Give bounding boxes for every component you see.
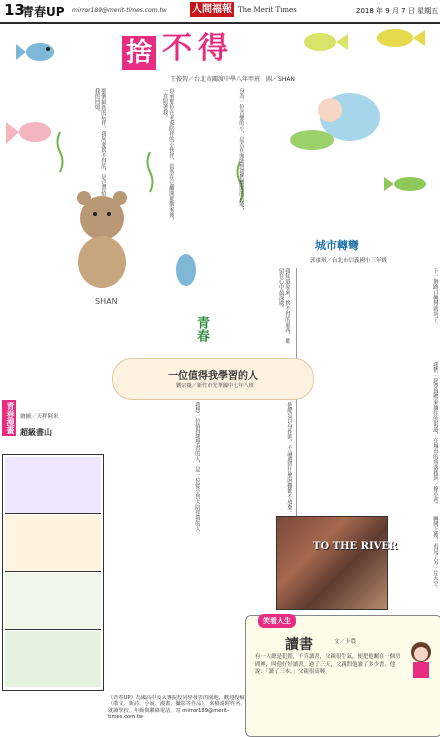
- reading-author: 文／卡農: [334, 639, 357, 645]
- swimming-child-illustration: [290, 93, 380, 150]
- feature-title-char-3: 得: [198, 31, 228, 66]
- feature-text-column: 那個最初的玩伴，我所要捨不得的，是它帶給我的回憶。: [93, 88, 106, 196]
- illustration-signature: SHAN: [95, 297, 118, 306]
- feature-byline: 王俊智／台北市關渡中學八年甲班 圖／SHAN: [170, 76, 295, 83]
- issue-date: 2018 年 9 月 7 日 星期五: [356, 7, 439, 15]
- comic-credit: 繪圖／天秤阿米: [20, 414, 59, 420]
- comic-panel: [5, 515, 101, 572]
- qingchun-text-column: 我想一位值得我學習的人，是一位從小到大陪伴我的人。: [194, 402, 200, 537]
- yellow-fish-icon: [377, 29, 425, 47]
- page-number: 13: [4, 1, 25, 19]
- comic-title: 超級書山: [20, 428, 52, 437]
- comic-panel: [5, 573, 101, 630]
- city-text-column: 下一個路口轉彎就到了。: [432, 268, 438, 328]
- reading-body: 有一人總是犯錯，不肯讀書，父親很生氣，便把他關在一個房間裡，叫他好好讀書。過了三天，父親問他讀了多少書，他說：「讀了三本。」父親很高興。: [255, 654, 401, 676]
- feature-title-char-1: 捨: [122, 36, 156, 70]
- alley-photo: [276, 516, 388, 610]
- qingchun-article-byline: 劉宗捷／新竹市光華國中七年八班: [176, 383, 254, 389]
- girl-illustration: [406, 640, 436, 680]
- green-fish-icon: [304, 33, 348, 51]
- city-article-title: 城市轉彎: [315, 239, 359, 252]
- submission-notice: 《青春UP》為國高中及大專院校同學發表的園地，歡迎投稿（散文、新詩、小說、漫畫、攝影等作品），來稿請附姓名、就讀學校、年級與聯絡電話，寄 mirror189@merit-times.com.tw: [108, 695, 246, 721]
- feature-text-column: 身為一位音樂的小，是否在面臨到我們離開的可能？: [238, 88, 244, 213]
- section-email[interactable]: mirror189@merit-times.com.tw: [72, 7, 167, 14]
- newspaper-logo: 人間福報: [192, 4, 232, 15]
- newspaper-logo-en: The Merit Times: [238, 6, 297, 14]
- feature-text-column: 我知道原來，捨不得的東西，都留在心中最深處。: [277, 268, 290, 344]
- city-article-byline: 郭彥琪／台北市信義國小三年級: [310, 258, 388, 264]
- qingchun-text-column: 他總是以身作則，不論遇到什麼困難都不放棄。: [286, 402, 292, 516]
- section-title: 青春UP: [22, 5, 65, 19]
- reading-section-label: 笑看人生: [258, 614, 296, 628]
- comic-strip: [2, 454, 104, 691]
- comic-panel: [5, 631, 101, 687]
- city-text-column: 轉彎之後，看見了另一片天空。: [432, 516, 438, 592]
- qingchun-article-title: 一位值得我學習的人: [168, 371, 258, 382]
- feature-title-char-2: 不: [162, 31, 192, 66]
- photo-sign-text: TO THE RIVER: [313, 541, 398, 552]
- feature-text-column: 以前那位在老家陪伴的小伙伴，當然在它離開那個家後，一直陪著我。: [161, 88, 174, 223]
- city-text-column: 我們一起穿越熙來攘往的街道，在城市的角落找到一條小巷。: [432, 362, 438, 508]
- qingchun-badge: 青春: [194, 316, 209, 342]
- fish-icon: [16, 43, 54, 61]
- reading-title: 讀書: [285, 637, 313, 653]
- comic-panel: [5, 457, 101, 514]
- comic-section-label: 青春漫畫: [2, 400, 16, 436]
- green-fish-small-icon: [384, 177, 426, 191]
